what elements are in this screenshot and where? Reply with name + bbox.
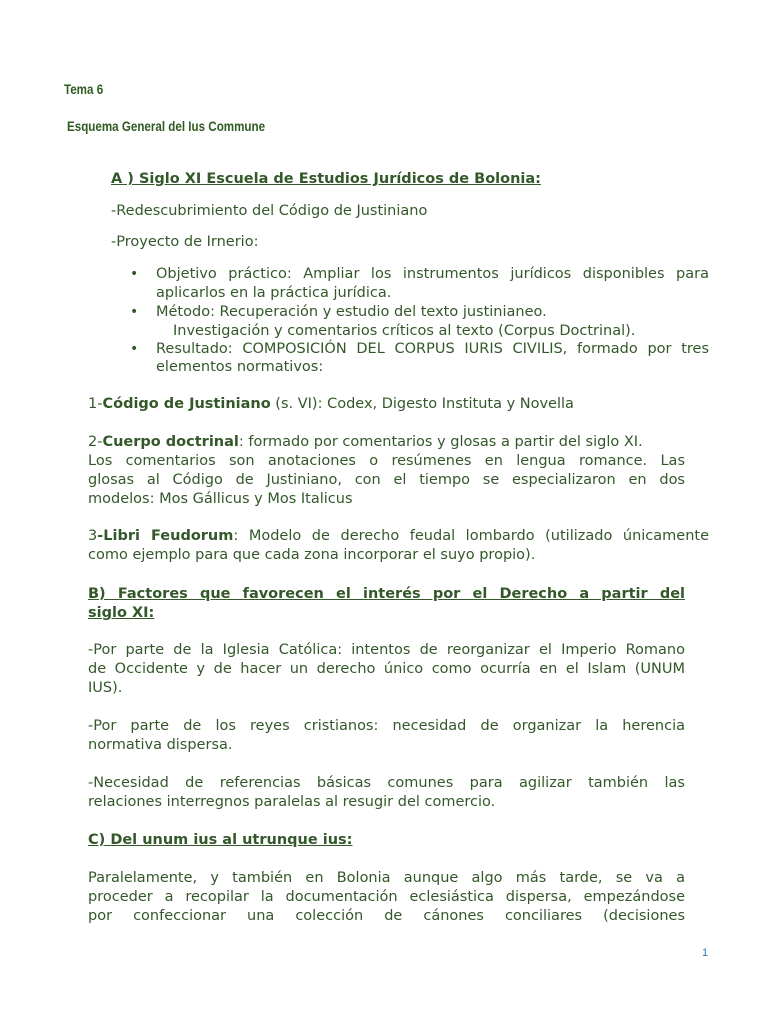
section-b-p3-line-2: relaciones interregnos paralelas al resugir del comercio.: [88, 794, 496, 810]
element-3-line-2: como ejemplo para que cada zona incorporar el suyo propio).: [88, 547, 536, 563]
element-1-codigo: [88, 395, 574, 414]
element-3-title: -Libri Feudorum: [97, 528, 234, 544]
element-1-text: (s. VI): Codex, Digesto Instituta y Novella: [270, 396, 574, 412]
section-b-p2-line-1: -Por parte de los reyes cristianos: necesidad de organizar la herencia: [88, 718, 685, 734]
element-2-line-3: glosas al Código de Justiniano, con el tiempo se especializaron en dos: [88, 472, 685, 488]
bullet-objetivo-line-2: aplicarlos en la práctica jurídica.: [156, 285, 392, 301]
bullet-metodo-line-2: Investigación y comentarios críticos al texto (Corpus Doctrinal).: [173, 323, 636, 339]
element-2-line-4: modelos: Mos Gállicus y Mos Italicus: [88, 491, 353, 507]
section-b-p1-line-2: de Occidente y de hacer un derecho único como ocurría en el Islam (UNUM: [88, 661, 685, 677]
section-a-item-irnerio: -Proyecto de Irnerio:: [111, 234, 259, 250]
page-number: 1: [702, 947, 709, 959]
bullet-icon: •: [130, 266, 139, 282]
bullet-icon: •: [130, 304, 139, 320]
element-1-title: Código de Justiniano: [102, 396, 271, 412]
element-3-line-1: [88, 527, 709, 546]
bullet-metodo-line-1: Método: Recuperación y estudio del texto justinianeo.: [156, 304, 547, 320]
section-c-p1-line-2: proceder a recopilar la documentación eclesiástica dispersa, empezándose: [88, 889, 685, 905]
section-b-p1-line-1: -Por parte de la Iglesia Católica: intentos de reorganizar el Imperio Romano: [88, 642, 685, 658]
section-b-heading-line-1: B) Factores que favorecen el interés por el Derecho a partir del: [88, 586, 685, 602]
section-b-p3-line-1: -Necesidad de referencias básicas comunes para agilizar también las: [88, 775, 685, 791]
section-a-heading: A ) Siglo XI Escuela de Estudios Jurídicos de Bolonia:: [111, 171, 541, 187]
bullet-icon: •: [130, 341, 139, 357]
element-2-title: Cuerpo doctrinal: [102, 434, 239, 450]
element-2-line-1: [88, 433, 643, 452]
bullet-resultado-line-2: elementos normativos:: [156, 359, 324, 375]
topic-title: Tema 6: [64, 82, 104, 97]
section-b-p1-line-3: IUS).: [88, 680, 123, 696]
document-subtitle: Esquema General del Ius Commune: [67, 119, 266, 134]
bullet-resultado-line-1: Resultado: COMPOSICIÓN DEL CORPUS IURIS CIVILIS, formado por tres: [156, 341, 709, 357]
section-b-p2-line-2: normativa dispersa.: [88, 737, 233, 753]
element-2-number: 2-: [88, 434, 103, 450]
section-b-heading-line-2: siglo XI:: [88, 605, 155, 621]
element-3-text: : Modelo de derecho feudal lombardo (utilizado únicamente: [233, 528, 709, 544]
element-1-number: 1-: [88, 396, 103, 412]
bullet-objetivo-line-1: Objetivo práctico: Ampliar los instrumentos jurídicos disponibles para: [156, 266, 709, 282]
section-c-p1-line-3: por confeccionar una colección de cánones conciliares (decisiones: [88, 908, 685, 924]
element-2-line-2: Los comentarios son anotaciones o resúmenes en lengua romance. Las: [88, 453, 685, 469]
section-c-p1-line-1: Paralelamente, y también en Bolonia aunque algo más tarde, se va a: [88, 870, 685, 886]
element-3-number: 3: [88, 528, 98, 544]
element-2-text: : formado por comentarios y glosas a partir del siglo XI.: [238, 434, 643, 450]
section-c-heading: C) Del unum ius al utrunque ius:: [88, 832, 353, 848]
section-a-item-redescubrimiento: -Redescubrimiento del Código de Justiniano: [111, 203, 428, 219]
